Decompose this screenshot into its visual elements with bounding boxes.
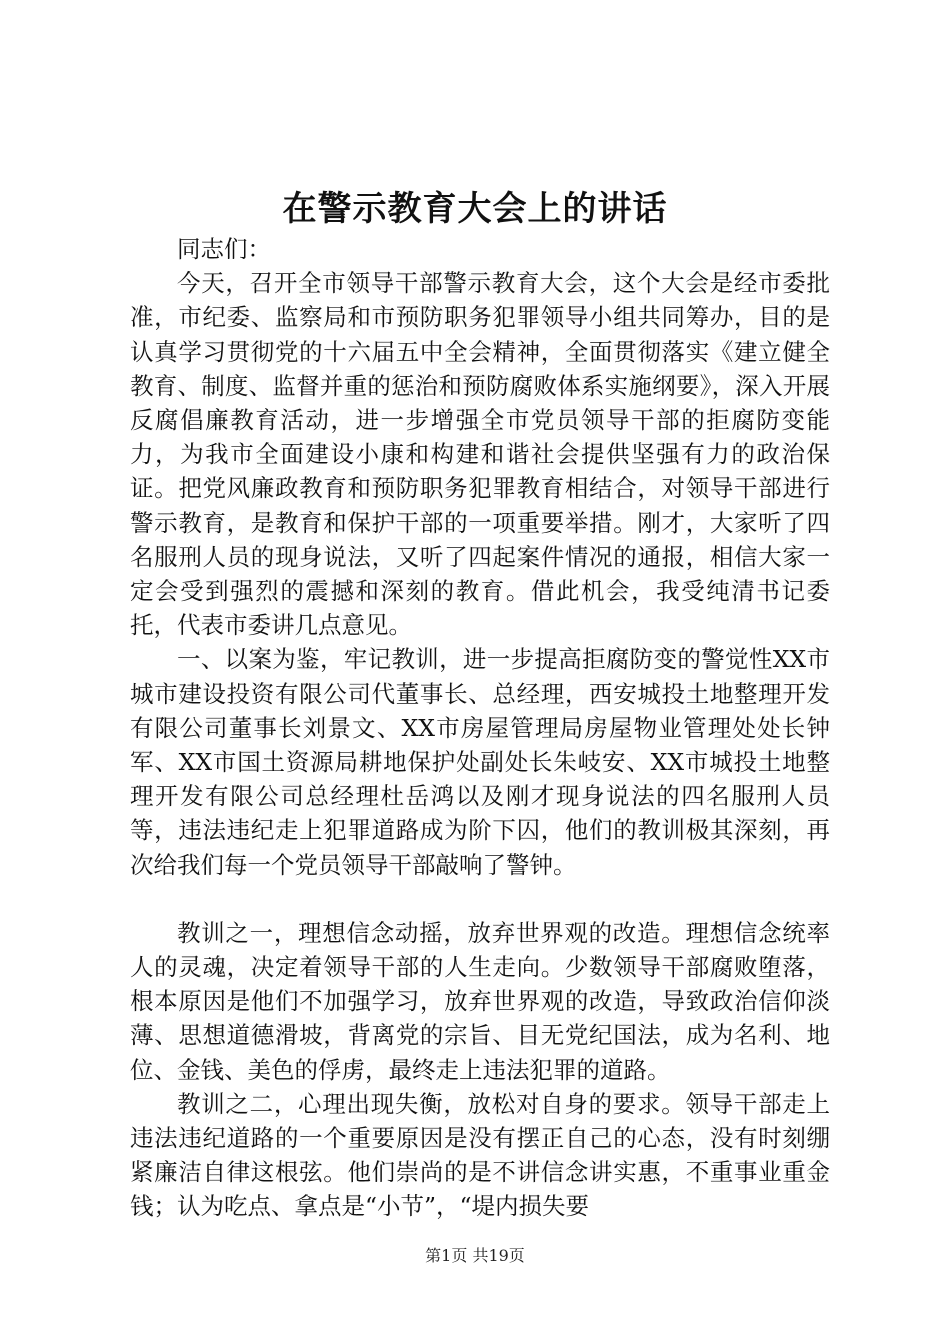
section-one-paragraph: 一、以案为鉴，牢记教训，进一步提高拒腐防变的警觉性XX市城市建设投资有限公司代董事长、总经理，西安城投土地整理开发有限公司董事长刘景文、XX市房屋管理局房屋物业管理处处长钟军、XX市国土资源局耕地保护处副处长朱岐安、XX市城投土地整理开发有限公司总经理杜岳鸿以及刚才现身说法的四名服刑人员等，违法违纪走上犯罪道路成为阶下囚，他们的教训极其深刻，再次给我们每一个党员领导干部敲响了警钟。 — [130, 645, 830, 879]
lesson-two-paragraph: 教训之二，心理出现失衡，放松对自身的要求。领导干部走上违法违纪道路的一个重要原因是没有摆正自己的心态，没有时刻绷紧廉洁自律这根弦。他们崇尚的是不讲信念讲实惠，不重事业重金钱；认为吃点、拿点是“小节”，“堤内损失要 — [130, 1089, 830, 1221]
intro-paragraph: 今天，召开全市领导干部警示教育大会，这个大会是经市委批准，市纪委、监察局和市预防职务犯罪领导小组共同筹办，目的是认真学习贯彻党的十六届五中全会精神，全面贯彻落实《建立健全教育、制度、监督并重的惩治和预防腐败体系实施纲要》，深入开展反腐倡廉教育活动，进一步增强全市党员领导干部的拒腐防变能力，为我市全面建设小康和构建和谐社会提供坚强有力的政治保证。把党风廉政教育和预防职务犯罪教育相结合，对领导干部进行警示教育，是教育和保护干部的一项重要举措。刚才，大家听了四名服刑人员的现身说法，又听了四起案件情况的通报，相信大家一定会受到强烈的震撼和深刻的教育。借此机会，我受纯清书记委托，代表市委讲几点意见。 — [130, 269, 830, 640]
document-body — [130, 232, 830, 1224]
salutation-paragraph: 同志们： — [177, 235, 271, 263]
document-title: 在警示教育大会上的讲话 — [282, 189, 668, 229]
page-number-footer: 第1页 共19页 — [425, 1246, 525, 1265]
lesson-one-paragraph: 教训之一，理想信念动摇，放弃世界观的改造。理想信念统率人的灵魂，决定着领导干部的人生走向。少数领导干部腐败堕落，根本原因是他们不加强学习，放弃世界观的改造，导致政治信仰淡薄、思想道德滑坡，背离党的宗旨、目无党纪国法，成为名利、地位、金钱、美色的俘虏，最终走上违法犯罪的道路。 — [130, 918, 830, 1084]
